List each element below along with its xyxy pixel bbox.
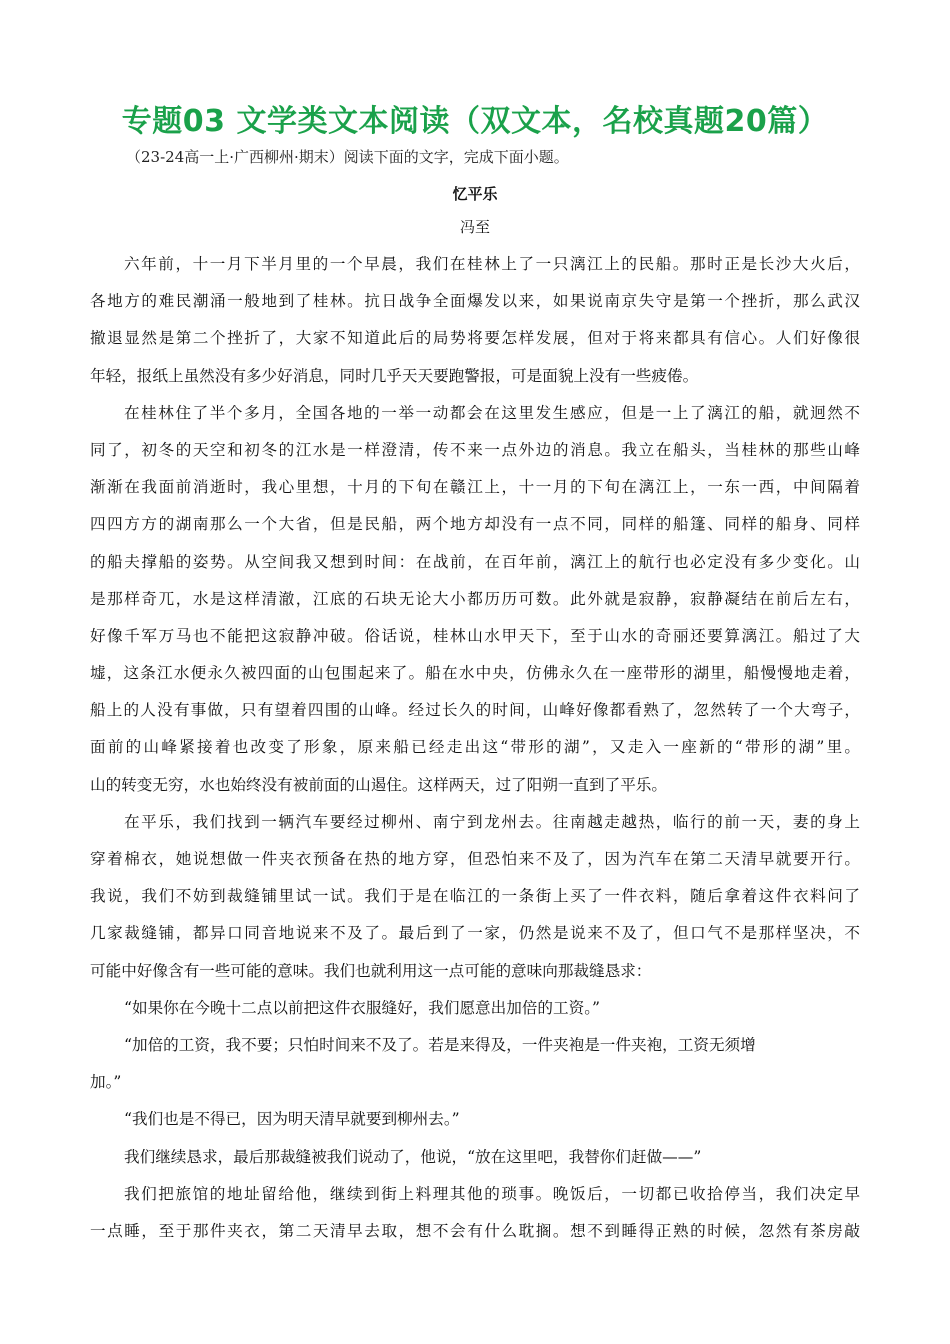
text-line: 加。” bbox=[90, 1073, 122, 1092]
text-line: 六年前，十一月下半月里的一个早晨，我们在桂林上了一只漓江上的民船。那时正是长沙大火后， bbox=[124, 255, 860, 273]
text-line: “我们也是不得已，因为明天清早就要到柳州去。” bbox=[124, 1110, 460, 1129]
text-line: 我说，我们不妨到裁缝铺里试一试。我们于是在临江的一条街上买了一件衣料，随后拿着这件衣料问了 bbox=[90, 887, 860, 906]
text-line: 几家裁缝铺，都异口同音地说来不及了。最后到了一家，仍然是说来不及了，但口气不是那样坚决，不 bbox=[90, 924, 860, 943]
text-line: 穿着棉衣，她说想做一件夹衣预备在热的地方穿，但恐怕来不及了，因为汽车在第二天清早就要开行。 bbox=[90, 850, 860, 868]
essay-body bbox=[90, 246, 860, 1250]
text-line: 在桂林住了半个多月，全国各地的一举一动都会在这里发生感应，但是一上了漓江的船，就迥然不 bbox=[124, 403, 860, 422]
text-line: 一点睡，至于那件夹衣，第二天清早去取，想不会有什么耽搁。想不到睡得正熟的时候，忽然有茶房敲 bbox=[90, 1221, 860, 1240]
text-line: 四四方方的湖南那么一个大省，但是民船，两个地方却没有一点不同，同样的船篷、同样的船身、同样 bbox=[90, 515, 860, 534]
text-line: 在平乐，我们找到一辆汽车要经过柳州、南宁到龙州去。往南越走越热，临行的前一天，妻的身上 bbox=[124, 812, 860, 831]
question-source: （23-24高一上·广西柳州·期末）阅读下面的文字，完成下面小题。 bbox=[126, 148, 569, 166]
text-line: 撤退显然是第二个挫折了，大家不知道此后的局势将要怎样发展，但对于将来都具有信心。人们好像很 bbox=[90, 329, 860, 348]
text-line: 的船夫撑船的姿势。从空间我又想到时间：在战前，在百年前，漓江上的航行也必定没有多少变化。山 bbox=[90, 552, 860, 571]
text-line: 我们把旅馆的地址留给他，继续到街上料理其他的琐事。晚饭后，一切都已收拾停当，我们决定早 bbox=[124, 1184, 860, 1203]
text-line: 是那样奇兀，水是这样清澈，江底的石块无论大小都历历可数。此外就是寂静，寂静凝结在前后左右， bbox=[90, 589, 860, 608]
text-line: 山的转变无穷，水也始终没有被前面的山遏住。这样两天，过了阳朔一直到了平乐。 bbox=[90, 775, 667, 794]
text-line: 好像千军万马也不能把这寂静冲破。俗话说，桂林山水甲天下，至于山水的奇丽还要算漓江。船过了大 bbox=[90, 626, 860, 645]
text-line: 面前的山峰紧接着也改变了形象，原来船已经走出这“带形的湖”，又走入一座新的“带形的湖”里。 bbox=[90, 738, 860, 757]
text-line: 年轻，报纸上虽然没有多少好消息，同时几乎天天要跑警报，可是面貌上没有一些疲倦。 bbox=[90, 366, 699, 385]
essay-author: 冯至 bbox=[459, 218, 490, 236]
text-line: 渐渐在我面前消逝时，我心里想，十月的下旬在赣江上，十一月的下旬在漓江上，一东一西，中间隔着 bbox=[90, 478, 860, 497]
page-title: 专题03 文学类文本阅读（双文本，名校真题20篇） bbox=[121, 104, 829, 139]
essay-title: 忆平乐 bbox=[452, 185, 498, 203]
text-line: “如果你在今晚十二点以前把这件衣服缝好，我们愿意出加倍的工资。” bbox=[124, 998, 600, 1017]
text-line: 船上的人没有事做，只有望着四围的山峰。经过长久的时间，山峰好像都看熟了，忽然转了一个大弯子， bbox=[90, 701, 860, 720]
text-line: 同了，初冬的天空和初冬的江水是一样澄清，传不来一点外边的消息。我立在船头，当桂林的那些山峰 bbox=[90, 440, 860, 459]
text-line: 可能中好像含有一些可能的意味。我们也就利用这一点可能的意味向那裁缝恳求： bbox=[90, 961, 652, 980]
text-line: 各地方的难民潮涌一般地到了桂林。抗日战争全面爆发以来，如果说南京失守是第一个挫折，那么武汉 bbox=[90, 292, 860, 311]
text-line: 墟，这条江水便永久被四面的山包围起来了。船在水中央，仿佛永久在一座带形的湖里，船慢慢地走着， bbox=[90, 664, 860, 683]
text-line: 我们继续恳求，最后那裁缝被我们说动了，他说，“放在这里吧，我替你们赶做——” bbox=[124, 1147, 702, 1166]
text-line: “加倍的工资，我不要；只怕时间来不及了。若是来得及，一件夹袍是一件夹袍，工资无须增 bbox=[124, 1035, 756, 1054]
